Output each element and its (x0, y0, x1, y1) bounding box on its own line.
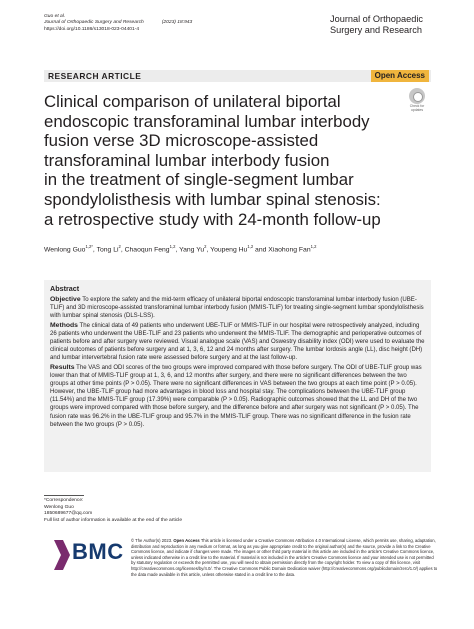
author-affiliation: 1,2 (247, 244, 254, 249)
bmc-wordmark: BMC (72, 539, 124, 564)
license-text: This article is licensed under a Creative Commons Attribution 4.0 International License, which permits use, sharing, adaptation, distribution and reproduction in any medium or format, as long as you give appropriate credit to the original author(s) and the source, provide a link to the Creative Commons licence, and indicate if changes were made. The images or other third party material in this article are included in the article's Creative Commons licence, unless indicated otherwise in a credit line to the material. If material is not included in the article's Creative Commons licence and your intended use is not permitted by statutory regulation or exceeds the permitted use, you will need to obtain permission directly from the copyright holder. To view a copy of this licence, visit http://creativecommons.org/licenses/by/4.0/. The Creative Commons Public Domain Dedication waiver (http://creativecommons.org/publicdomain/zero/1.0/) applies to the data made available in this article, unless otherwise stated in a credit line to the data. (131, 538, 438, 577)
correspondence-block (44, 498, 244, 524)
results-text: The VAS and ODI scores of the two groups were improved compared with those before surgery. The ODI of UBE-TLIF group was lower than that of MMIS-TLIF group at 1, 3, 6, and 12 months after surgery, and there were no significant differences between the two groups at other time points (P > 0.05). There were no significant differences in VAS between the two groups at each time point (P > 0.05). However, the UBE-TLIF group had more advantages in blood loss and hospital stay. The complications between the UBE-TLIF group (11.54%) and the MMIS-TLIF group (17.39%) were comparable (P > 0.05). Radiographic outcomes showed that the LL and DH of the two groups were improved compared with those before surgery, and the difference before and after surgery was not significant (P > 0.05). The fusion rate was 96.2% in the UBE-TLIF group and 95.7% in the MMIS-TLIF group. There was no significant difference in the fusion rate between the two groups (P > 0.05). (50, 364, 422, 428)
open-access-badge: Open Access (371, 70, 429, 82)
year-citation: (2023) 18:943 (161, 20, 193, 26)
abstract-box (44, 280, 431, 472)
title-line: spondylolisthesis with lumbar spinal stenosis: (44, 189, 381, 209)
author-affiliation: 1,2 (310, 244, 317, 249)
title-line: fusion verse 3D microscope-assisted (44, 131, 319, 151)
methods-label: Methods (50, 321, 78, 329)
check-updates-line2: updates (410, 107, 424, 112)
author-name[interactable]: Tong Li (96, 246, 119, 254)
article-title (44, 92, 404, 229)
title-line: transforaminal lumbar interbody fusion (44, 150, 330, 170)
objective-label: Objective (50, 296, 81, 303)
objective-text: To explore the safety and the mid-term efficacy of unilateral biportal endoscopic transforaminal lumbar interbody fusion (UBE-TLIF) and 3D microscope-assisted transforaminal lumbar interbody fusion (MMIS-TLIF) for treating single-segment lumbar spondylolisthesis with lumbar spinal stenosis (DLS-LSS). (50, 297, 424, 320)
title-line: endoscopic transforaminal lumbar interbody (44, 111, 370, 131)
author-name[interactable]: Xiaohong Fan (268, 246, 311, 254)
author-affiliation: 1,2 (169, 244, 176, 249)
correspondence-label: *Correspondence: (44, 498, 84, 503)
author-affiliation: 2 (204, 244, 207, 249)
author-name[interactable]: Yang Yu (179, 246, 205, 254)
article-type-bar (44, 70, 431, 82)
journal-name (330, 14, 450, 36)
abstract-objective (50, 296, 425, 320)
bmc-logo (44, 530, 124, 580)
check-for-updates-badge[interactable] (404, 88, 430, 116)
author-affiliation: 2 (118, 244, 121, 249)
author-name[interactable]: Chaoqun Feng (124, 246, 170, 254)
title-line: in the treatment of single-segment lumbar (44, 170, 354, 190)
author-name[interactable]: Wenlong Guo (44, 246, 86, 254)
journal-citation: Journal of Orthopaedic Surgery and Research (44, 20, 144, 26)
citation-block (44, 14, 264, 33)
bmc-chevron-icon (54, 540, 70, 570)
correspondence-name: Wenlong Guo (44, 504, 74, 510)
abstract-heading: Abstract (50, 284, 80, 293)
article-type: RESEARCH ARTICLE (48, 71, 142, 81)
correspondence-divider (44, 495, 84, 496)
author-list: Wenlong Guo$^{1,2*}$, Tong Li$^2$, Chaoqun Feng$^{1,2}$, Yang Yu$^2$, Youpeng Hu$^{1,2}$ and Xiaohong Fan$^{1,2}$ (44, 244, 317, 254)
author-name[interactable]: Youpeng Hu (210, 246, 248, 254)
correspondence-email[interactable]: 1850689677@qq.com (44, 511, 93, 517)
title-line: Clinical comparison of unilateral biportal (44, 92, 341, 111)
copyright-text: © The Author(s) 2023. (131, 538, 173, 543)
results-label: Results (50, 363, 75, 371)
methods-text: The clinical data of 49 patients who underwent UBE-TLIF or MMIS-TLIF in our hospital were retrospectively analyzed, including 26 patients who underwent the UBE-TLIF and 23 patients who underwent the MMIS-TLIF. The demographic and perioperative outcomes of patients before and after surgery were reviewed. Visual analogue scale (VAS) and Oswestry disability index (ODI) were used to evaluate the clinical outcomes of patients before surgery and at 1, 3, 6, 12 and 24 months after surgery. The lumbar lordosis angle (LL), disc height (DH) and lumbar intervertebral fusion rate were assessed before surgery and at the last follow-up. (50, 322, 425, 362)
authors-short: Guo et al. (44, 14, 66, 19)
doi-link[interactable]: https://doi.org/10.1186/s13018-023-04401-4 (44, 26, 140, 32)
journal-name-line2: Surgery and Research (330, 25, 422, 35)
affiliation-note: Full list of author information is available at the end of the article (44, 517, 183, 523)
abstract-results (50, 364, 425, 429)
abstract-methods (50, 322, 425, 362)
update-icon (409, 88, 425, 104)
title-line: a retrospective study with 24-month follow-up (44, 209, 381, 229)
check-updates-text (404, 105, 430, 113)
author-affiliation: 1,2* (85, 244, 93, 249)
journal-name-line1: Journal of Orthopaedic (330, 14, 423, 24)
check-updates-line1: Check for (409, 104, 425, 108)
license-open-access-label: Open Access (173, 538, 200, 543)
license-block (131, 538, 439, 577)
